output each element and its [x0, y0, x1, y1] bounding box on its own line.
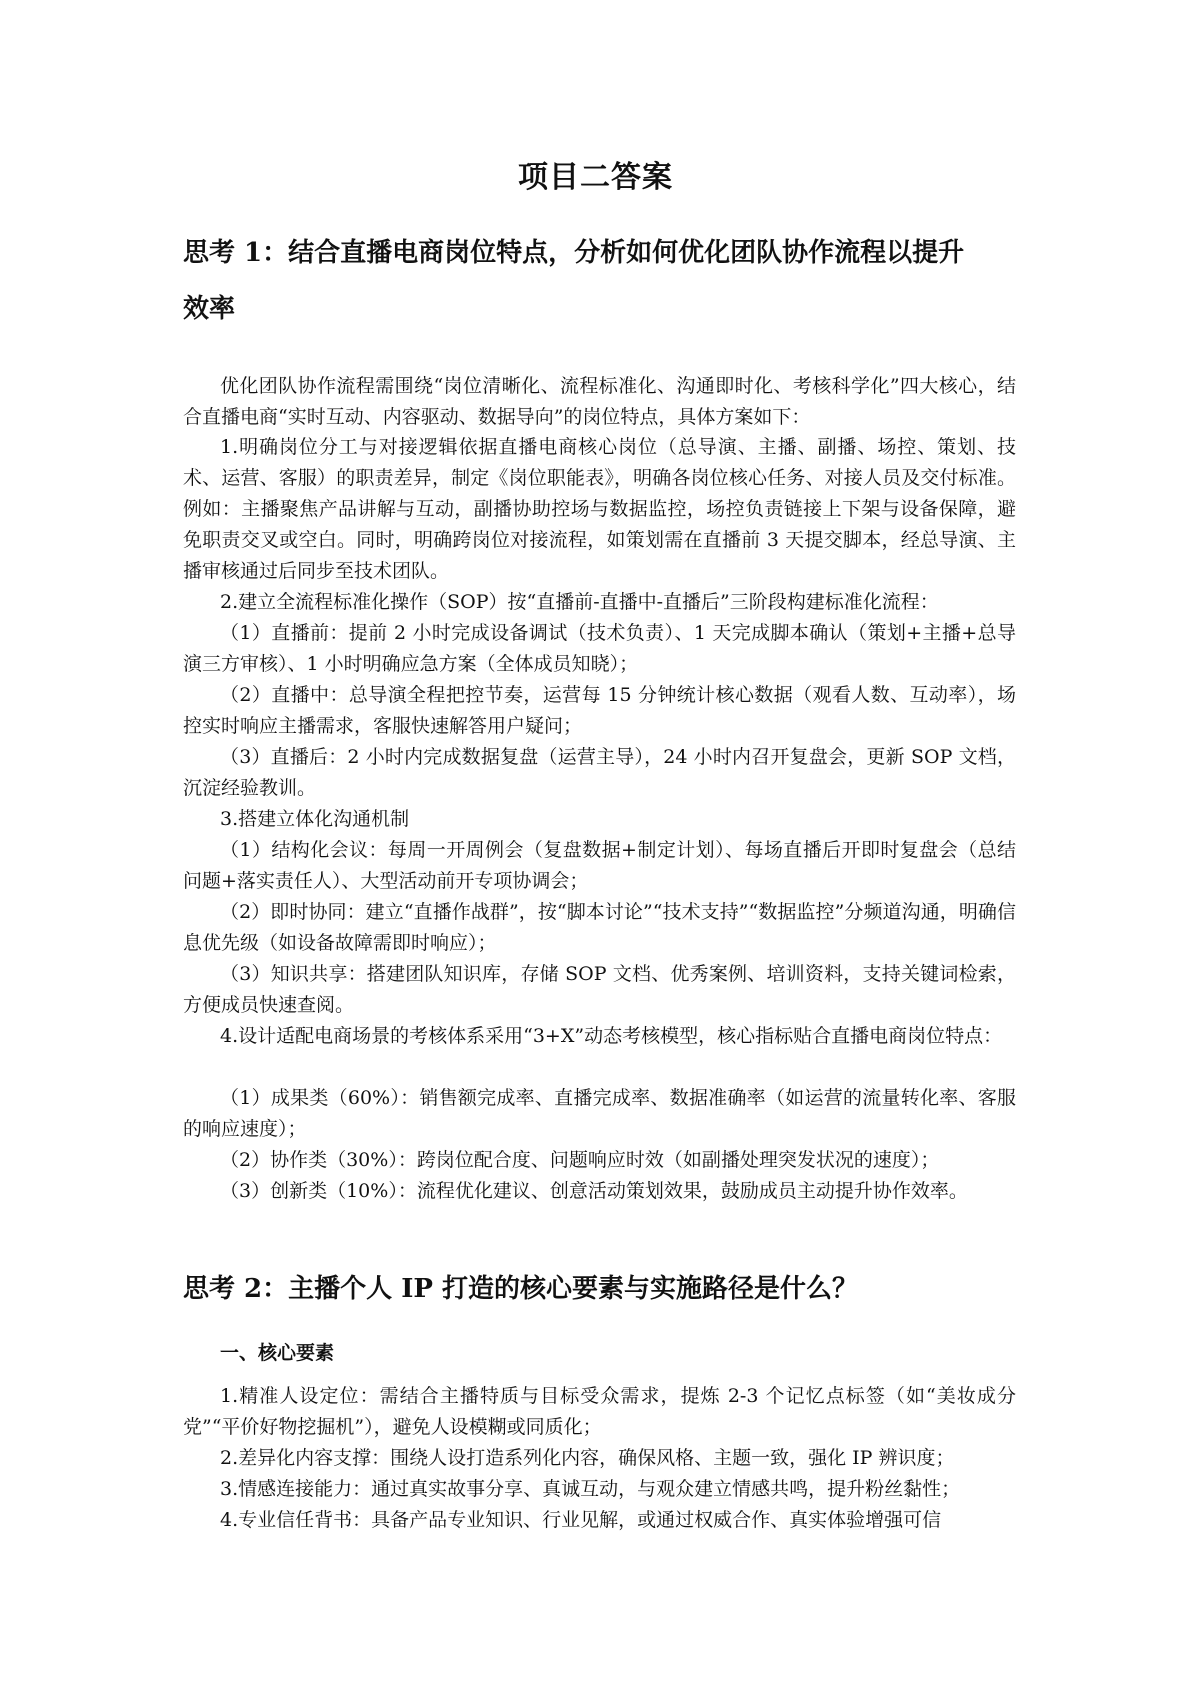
q2-element-3: 3.情感连接能力：通过真实故事分享、真诚互动，与观众建立情感共鸣，提升粉丝黏性；: [220, 1478, 961, 1500]
question-1-heading-line-1: 思考 1：结合直播电商岗位特点，分析如何优化团队协作流程以提升: [183, 238, 965, 268]
q1-point-4-item-1: （1）成果类（60%）：销售额完成率、直播完成率、数据准确率（如运营的流量转化率、客服的响应速度）；: [183, 1087, 1016, 1140]
q1-point-4-paragraph: 4.设计适配电商场景的考核体系采用“3+X”动态考核模型，核心指标贴合直播电商岗位特点：: [220, 1025, 1003, 1047]
q1-point-4-item-3: （3）创新类（10%）：流程优化建议、创意活动策划效果，鼓励成员主动提升协作效率。: [220, 1180, 968, 1202]
q2-subheading-core-elements: 一、核心要素: [220, 1342, 335, 1364]
q2-element-2: 2.差异化内容支撑：围绕人设打造系列化内容，确保风格、主题一致，强化 IP 辨识度；: [220, 1447, 955, 1469]
q1-point-3-item-2: （2）即时协同：建立“直播作战群”，按“脚本讨论”“技术支持”“数据监控”分频道沟通，明确信息优先级（如设备故障需即时响应）；: [183, 901, 1016, 954]
question-1-heading-line-2: 效率: [183, 294, 236, 324]
question-2-heading: 思考 2：主播个人 IP 打造的核心要素与实施路径是什么？: [183, 1274, 858, 1304]
q1-point-2-item-2: （2）直播中：总导演全程把控节奏，运营每 15 分钟统计核心数据（观看人数、互动率），场控实时响应主播需求，客服快速解答用户疑问；: [183, 684, 1016, 737]
q1-point-2-item-1: （1）直播前：提前 2 小时完成设备调试（技术负责）、1 天完成脚本确认（策划+主播+总导演三方审核）、1 小时明确应急方案（全体成员知晓）；: [183, 622, 1016, 675]
q1-point-4-item-2: （2）协作类（30%）：跨岗位配合度、问题响应时效（如副播处理突发状况的速度）；: [220, 1149, 940, 1171]
q1-point-3-item-3: （3）知识共享：搭建团队知识库，存储 SOP 文档、优秀案例、培训资料，支持关键词检索，方便成员快速查阅。: [183, 963, 1016, 1016]
q1-point-3-paragraph: 3.搭建立体化沟通机制: [220, 808, 410, 830]
q1-point-2-item-3: （3）直播后：2 小时内完成数据复盘（运营主导），24 小时内召开复盘会，更新 SOP 文档，沉淀经验教训。: [183, 746, 1016, 799]
q2-element-1: 1.精准人设定位：需结合主播特质与目标受众需求，提炼 2-3 个记忆点标签（如“美妆成分党”“平价好物挖掘机”），避免人设模糊或同质化；: [183, 1385, 1016, 1438]
q1-point-3-item-1: （1）结构化会议：每周一开周例会（复盘数据+制定计划）、每场直播后开即时复盘会（总结问题+落实责任人）、大型活动前开专项协调会；: [183, 839, 1016, 892]
q1-point-2-paragraph: 2.建立全流程标准化操作（SOP）按“直播前-直播中-直播后”三阶段构建标准化流程：: [220, 591, 939, 613]
q1-point-1-paragraph: 1.明确岗位分工与对接逻辑依据直播电商核心岗位（总导演、主播、副播、场控、策划、技术、运营、客服）的职责差异，制定《岗位职能表》，明确各岗位核心任务、对接人员及交付标准。例如：主播聚焦产品讲解与互动，副播协助控场与数据监控，场控负责链接上下架与设备保障，避免职责交叉或空白。同时，明确跨岗位对接流程，如策划需在直播前 3 天提交脚本，经总导演、主播审核通过后同步至技术团队。: [183, 436, 1016, 582]
q1-intro-paragraph: 优化团队协作流程需围绕“岗位清晰化、流程标准化、沟通即时化、考核科学化”四大核心，结合直播电商“实时互动、内容驱动、数据导向”的岗位特点，具体方案如下：: [183, 375, 1016, 428]
q2-element-4: 4.专业信任背书：具备产品专业知识、行业见解，或通过权威合作、真实体验增强可信: [220, 1509, 942, 1531]
document-title: 项目二答案: [518, 160, 673, 195]
